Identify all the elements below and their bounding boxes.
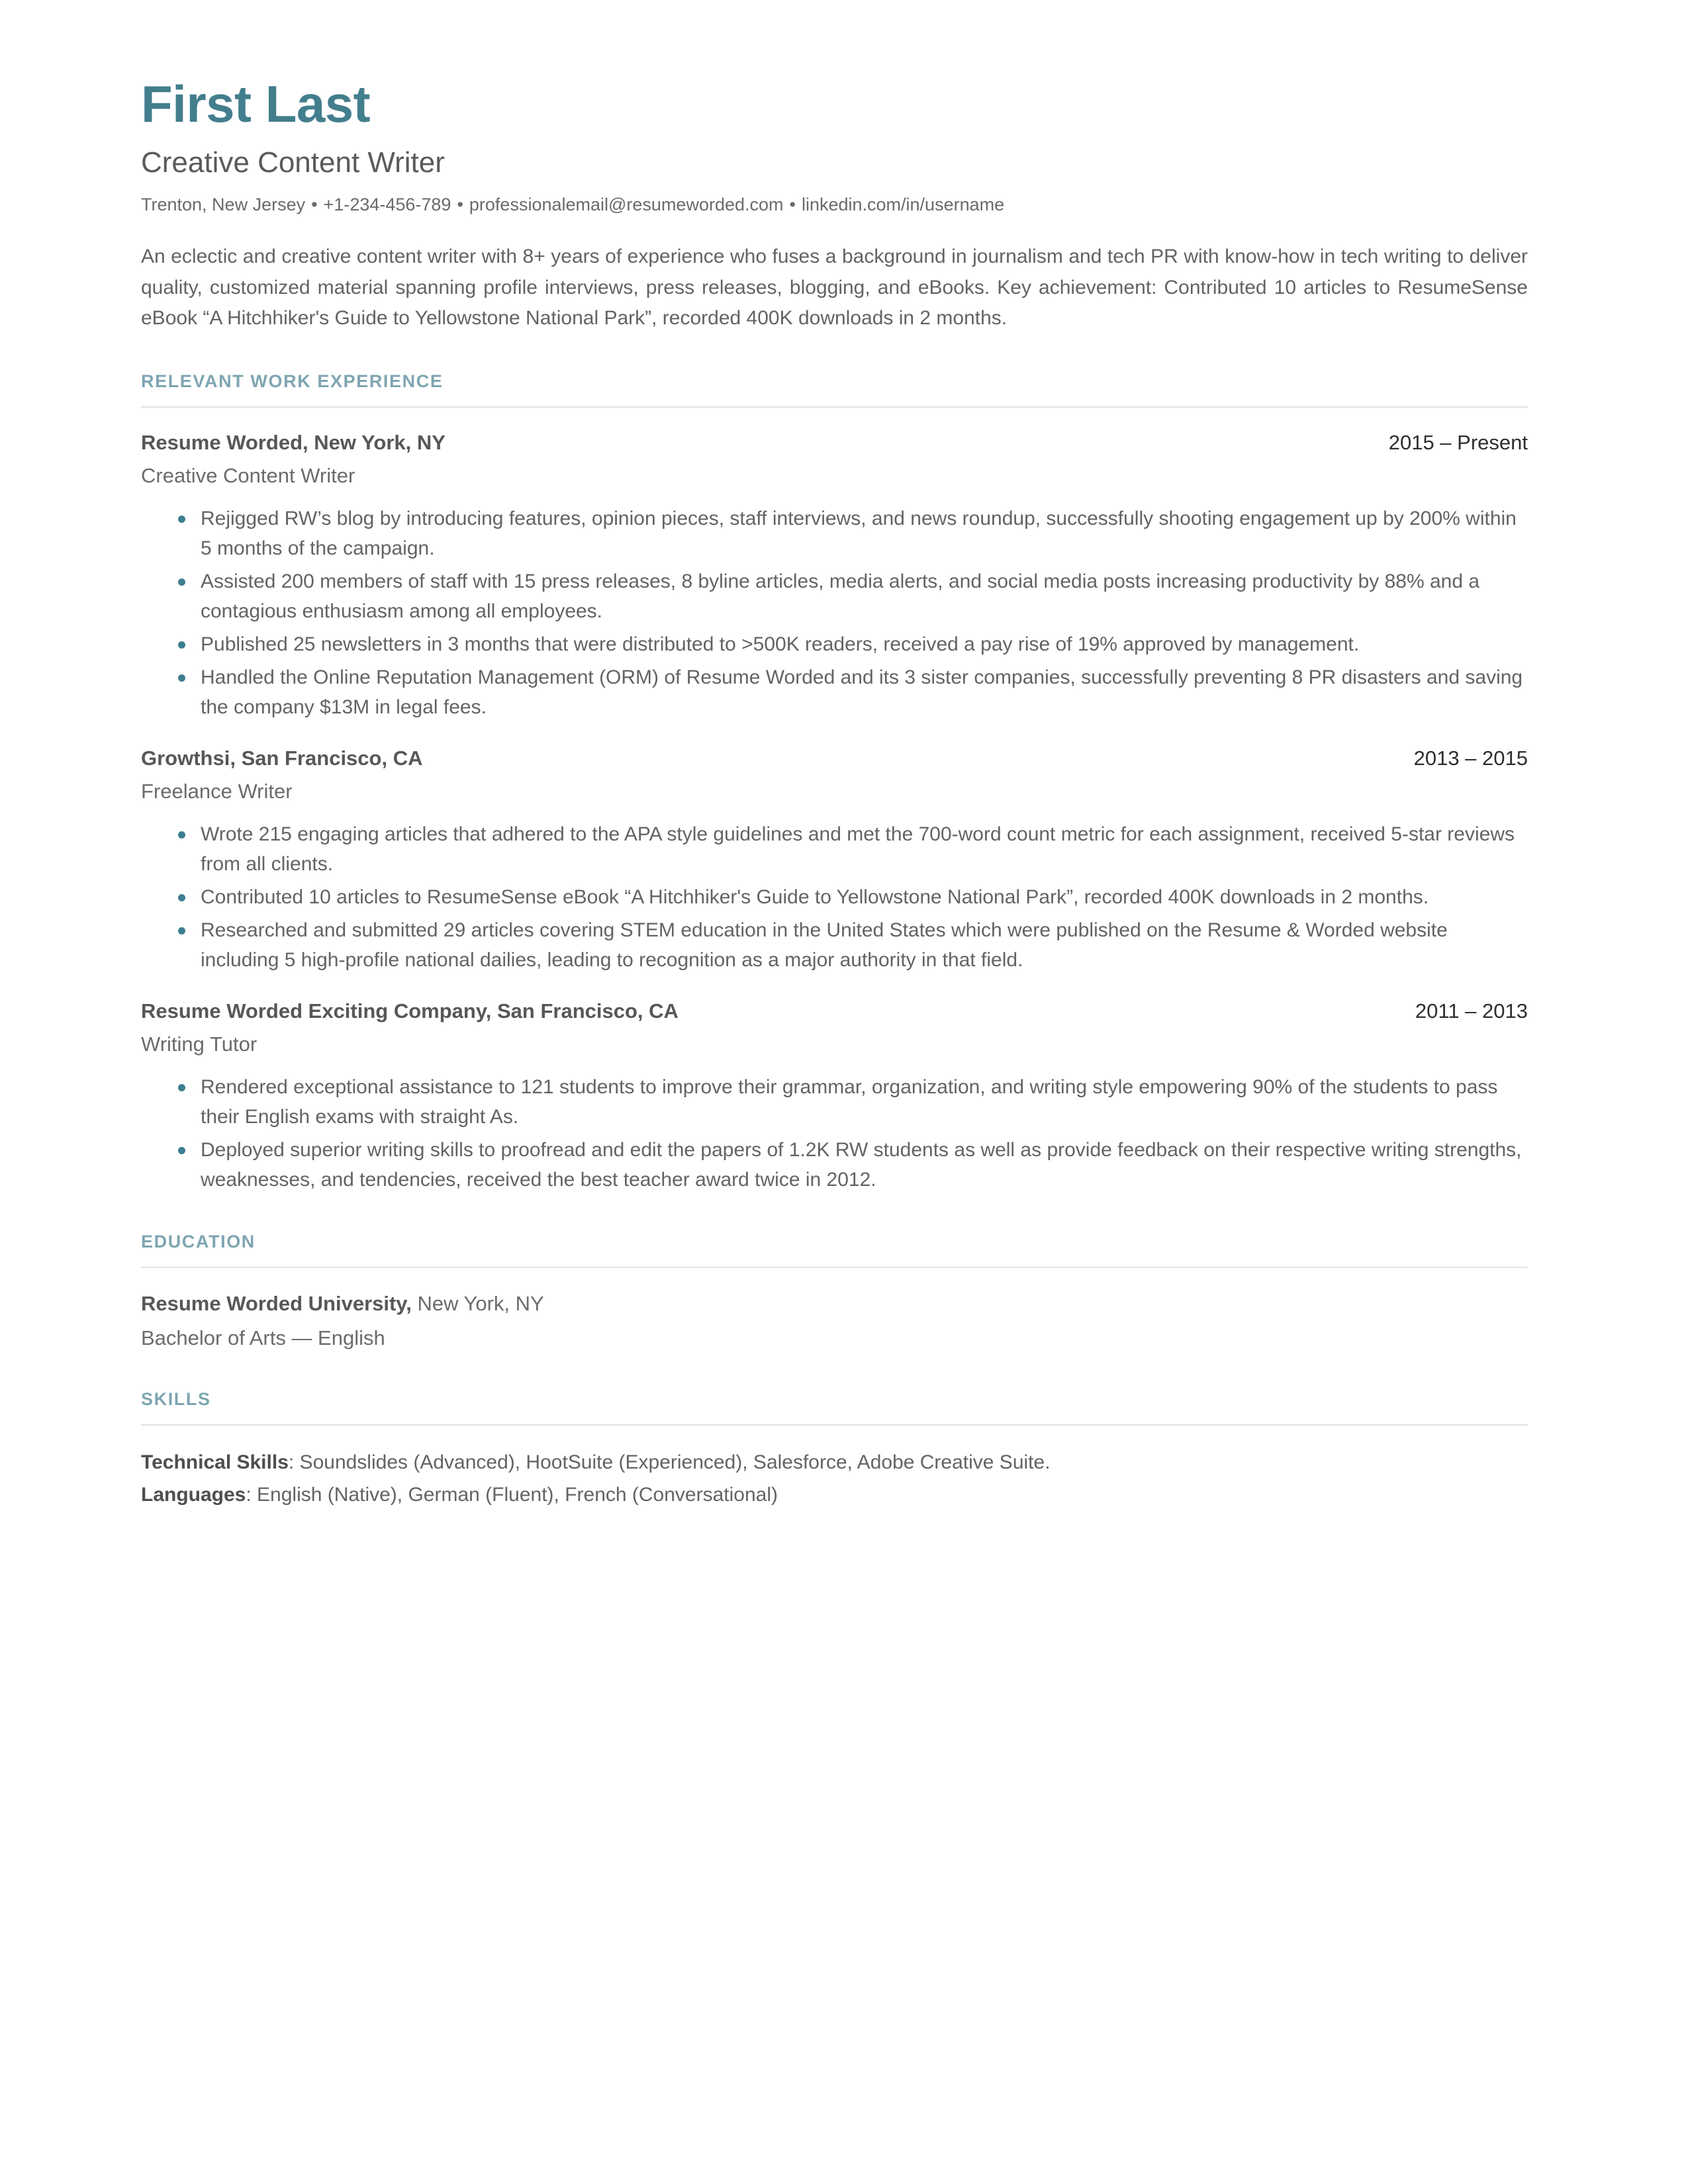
bullet-dot-icon bbox=[178, 1147, 185, 1154]
contact-separator-icon: • bbox=[311, 195, 318, 215]
contact-phone: +1-234-456-789 bbox=[323, 195, 451, 215]
skills-languages-label: Languages bbox=[141, 1484, 246, 1506]
skills-languages-value: : English (Native), German (Fluent), French (Conversational) bbox=[246, 1484, 778, 1506]
section-heading-education: EDUCATION bbox=[141, 1232, 256, 1252]
bullet-dot-icon bbox=[178, 674, 185, 682]
experience-bullet-text: Published 25 newsletters in 3 months that were distributed to >500K readers, received a pay rise of 19% approved by management. bbox=[201, 633, 1360, 656]
experience-bullet bbox=[141, 1072, 1528, 1132]
contact-email[interactable]: professionalemail@resumeworded.com bbox=[469, 195, 784, 215]
bullet-dot-icon bbox=[178, 927, 185, 934]
experience-bullet-text: Rejigged RW’s blog by introducing features, opinion pieces, staff interviews, and news roundup, successfully shooting engagement up by 200% within 5 months of the campaign. bbox=[201, 508, 1517, 560]
experience-bullet bbox=[141, 662, 1528, 722]
experience-company: Resume Worded, New York, NY bbox=[141, 430, 445, 454]
contact-separator-icon: • bbox=[457, 195, 463, 215]
education-degree: Bachelor of Arts — English bbox=[141, 1326, 385, 1350]
experience-entry bbox=[141, 999, 1528, 1195]
experience-entry-header bbox=[141, 999, 1528, 1024]
experience-bullet bbox=[141, 629, 1528, 659]
experience-bullet-list bbox=[141, 819, 1528, 975]
experience-bullet-text: Researched and submitted 29 articles covering STEM education in the United States which were published on the Resume & Worded website including 5 high-profile national dailies, leading to recognition as a major authority in that field. bbox=[201, 919, 1448, 972]
experience-bullet-text: Assisted 200 members of staff with 15 press releases, 8 byline articles, media alerts, and social media posts increasing productivity by 88% and a contagious enthusiasm among all employees. bbox=[201, 570, 1480, 623]
experience-bullet bbox=[141, 915, 1528, 975]
education-location: New York, NY bbox=[411, 1292, 544, 1316]
experience-bullet-text: Rendered exceptional assistance to 121 students to improve their grammar, organization, and writing style empowering 90% of the students to pass their English exams with straight As. bbox=[201, 1076, 1498, 1128]
bullet-dot-icon bbox=[178, 578, 185, 586]
bullet-dot-icon bbox=[178, 831, 185, 839]
experience-role: Freelance Writer bbox=[141, 779, 293, 803]
contact-location: Trenton, New Jersey bbox=[141, 195, 306, 215]
experience-company: Growthsi, San Francisco, CA bbox=[141, 747, 423, 770]
contact-separator-icon: • bbox=[789, 195, 796, 215]
section-divider bbox=[141, 406, 1528, 408]
experience-dates: 2015 – Present bbox=[1388, 430, 1528, 454]
experience-role: Writing Tutor bbox=[141, 1032, 258, 1056]
skills-technical-label: Technical Skills bbox=[141, 1451, 289, 1473]
candidate-name: First Last bbox=[141, 75, 371, 133]
experience-bullet-text: Wrote 215 engaging articles that adhered to the APA style guidelines and met the 700-word count metric for each assignment, received 5-star reviews from all clients. bbox=[201, 823, 1515, 876]
experience-bullet bbox=[141, 567, 1528, 626]
experience-entry bbox=[141, 430, 1528, 722]
experience-bullet bbox=[141, 1135, 1528, 1195]
bullet-dot-icon bbox=[178, 516, 185, 523]
experience-company: Resume Worded Exciting Company, San Francisco, CA bbox=[141, 999, 679, 1023]
experience-bullet bbox=[141, 819, 1528, 879]
experience-bullet-text: Contributed 10 articles to ResumeSense eBook “A Hitchhiker's Guide to Yellowstone National Park”, recorded 400K downloads in 2 months. bbox=[201, 886, 1429, 909]
section-heading-experience: RELEVANT WORK EXPERIENCE bbox=[141, 371, 444, 391]
experience-role: Creative Content Writer bbox=[141, 463, 355, 487]
experience-entry bbox=[141, 746, 1528, 975]
education-institution: Resume Worded University, bbox=[141, 1292, 412, 1316]
bullet-dot-icon bbox=[178, 1084, 185, 1091]
experience-entry-header bbox=[141, 430, 1528, 456]
experience-bullet-text: Deployed superior writing skills to proofread and edit the papers of 1.2K RW students as well as provide feedback on their respective writing strengths, weaknesses, and tendencies, received the best teacher award twice in 2012. bbox=[201, 1139, 1522, 1191]
bullet-dot-icon bbox=[178, 641, 185, 649]
experience-bullet-text: Handled the Online Reputation Management (ORM) of Resume Worded and its 3 sister companies, successfully preventing 8 PR disasters and saving the company $13M in legal fees. bbox=[201, 666, 1523, 719]
experience-dates: 2011 – 2013 bbox=[1415, 999, 1528, 1023]
experience-bullet-list bbox=[141, 504, 1528, 722]
skills-languages-line bbox=[141, 1480, 1529, 1510]
experience-dates: 2013 – 2015 bbox=[1413, 747, 1528, 770]
section-divider bbox=[141, 1424, 1528, 1426]
experience-bullet-list bbox=[141, 1072, 1528, 1195]
experience-entry-header bbox=[141, 746, 1528, 772]
professional-summary: An eclectic and creative content writer with 8+ years of experience who fuses a background in journalism and tech PR with know-how in tech writing to deliver quality, customized material spanning profile interviews, press releases, blogging, and eBooks. Key achievement: Contributed 10 articles to ResumeSense eBook “A Hitchhiker's Guide to Yellowstone National Park”, recorded 400K downloads in 2 months. bbox=[141, 246, 1528, 330]
contact-linkedin[interactable]: linkedin.com/in/username bbox=[801, 195, 1005, 215]
section-heading-skills: SKILLS bbox=[141, 1388, 211, 1409]
candidate-headline: Creative Content Writer bbox=[141, 146, 445, 179]
section-divider bbox=[141, 1267, 1528, 1268]
skills-technical-line bbox=[141, 1448, 1529, 1477]
experience-bullet bbox=[141, 504, 1528, 563]
bullet-dot-icon bbox=[178, 894, 185, 901]
education-entry-header bbox=[141, 1291, 1529, 1317]
skills-technical-value: : Soundslides (Advanced), HootSuite (Experienced), Salesforce, Adobe Creative Suite. bbox=[288, 1451, 1051, 1473]
contact-line bbox=[141, 193, 1529, 216]
experience-bullet bbox=[141, 882, 1528, 912]
